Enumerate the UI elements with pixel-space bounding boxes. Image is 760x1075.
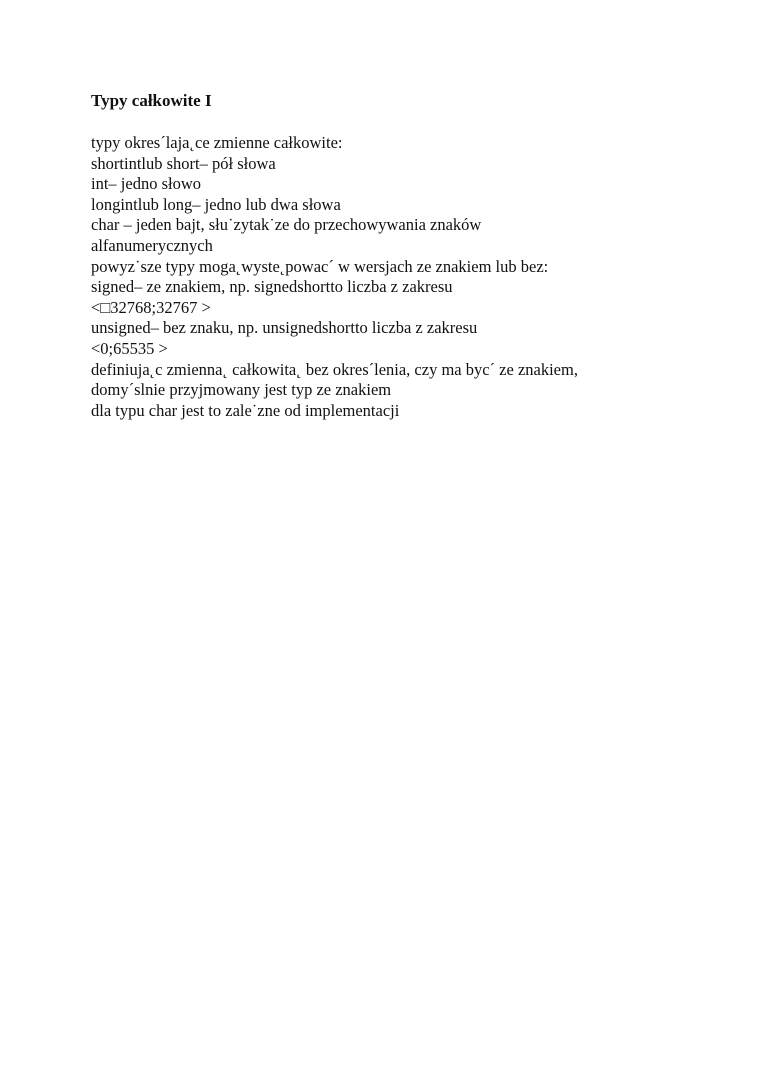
text-line: powyz˙sze typy moga˛wyste˛powac´ w wersjach ze znakiem lub bez: (91, 256, 549, 276)
text-line: signed– ze znakiem, np. signedshortto liczba z zakresu (91, 277, 453, 297)
text-line: alfanumerycznych (91, 235, 213, 255)
text-line: longintlub long– jedno lub dwa słowa (91, 194, 341, 214)
text-line: unsigned– bez znaku, np. unsignedshortto liczba z zakresu (91, 318, 478, 338)
text-line: int– jedno słowo (91, 174, 201, 194)
text-line: typy okres´laja˛ce zmienne całkowite: (91, 133, 343, 152)
text-line: shortintlub short– pół słowa (91, 153, 276, 173)
text-line: <□32768;32767 > (91, 297, 211, 317)
text-line: definiuja˛c zmienna˛ całkowita˛ bez okres´lenia, czy ma byc´ ze znakiem, (91, 359, 578, 379)
document-body (91, 133, 578, 421)
text-line: <0;65535 > (91, 338, 168, 358)
text-line: dla typu char jest to zale˙zne od implementacji (91, 400, 400, 420)
document-title: Typy całkowite I (91, 91, 212, 110)
text-line: domy´slnie przyjmowany jest typ ze znakiem (91, 380, 392, 400)
text-line: char – jeden bajt, słu˙zytak˙ze do przechowywania znaków (91, 215, 482, 235)
